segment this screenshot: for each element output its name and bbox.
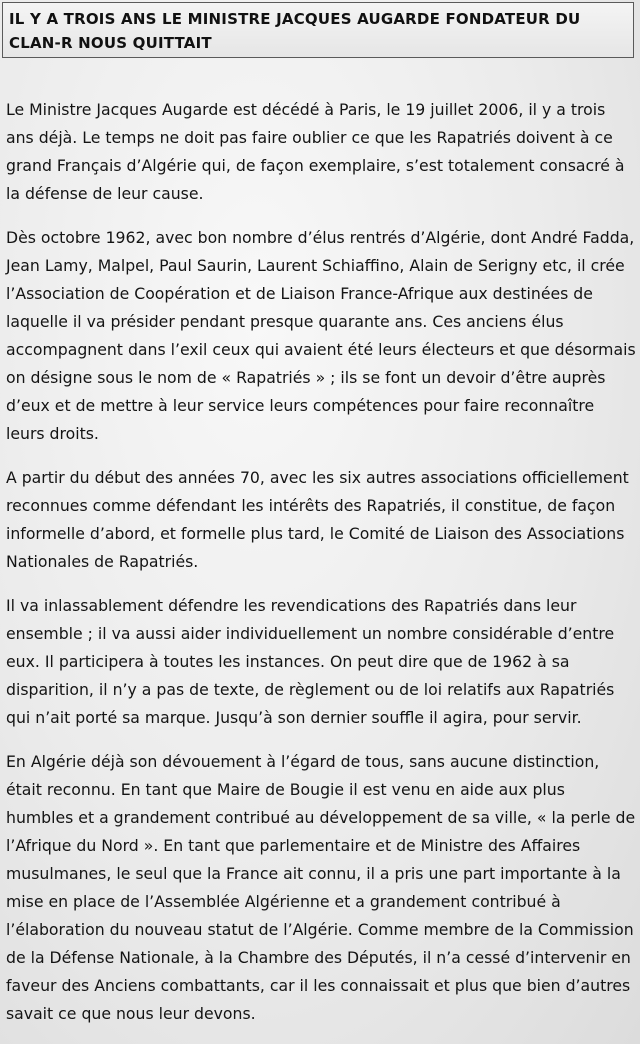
article-body <box>6 96 636 1044</box>
article-title: IL Y A TROIS ANS LE MINISTRE JACQUES AUGARDE FONDATEUR DU CLAN-R NOUS QUITTAIT <box>9 10 581 52</box>
article-paragraph-5: En Algérie déjà son dévouement à l’égard de tous, sans aucune distinction, était reconnu. En tant que Maire de Bougie il est venu en aide aux plus humbles et a grandement contribué au développement de sa ville, « la perle de l’Afrique du Nord ». En tant que parlementaire et de Ministre des Affaires musulmanes, le seul que la France ait connu, il a pris une part importante à la mise en place de l’Assemblée Algérienne et a grandement contribué à l’élaboration du nouveau statut de l’Algérie. Comme membre de la Commission de la Défense Nationale, à la Chambre des Députés, il n’a cessé d’intervenir en faveur des Anciens combattants, car il les connaissait et plus que bien d’autres savait ce que nous leur devons. <box>6 752 636 1023</box>
article-paragraph-4: Il va inlassablement défendre les revendications des Rapatriés dans leur ensemble ; il va aussi aider individuellement un nombre considérable d’entre eux. Il participera à toutes les instances. On peut dire que de 1962 à sa disparition, il n’y a pas de texte, de règlement ou de loi relatifs aux Rapatriés qui n’ait porté sa marque. Jusqu’à son dernier souffle il agira, pour servir. <box>6 596 615 727</box>
article-paragraph-2: Dès octobre 1962, avec bon nombre d’élus rentrés d’Algérie, dont André Fadda, Jean Lamy, Malpel, Paul Saurin, Laurent Schiaffino, Alain de Serigny etc, il crée l’Association de Coopération et de Liaison France-Afrique aux destinées de laquelle il va présider pendant presque quarante ans. Ces anciens élus accompagnent dans l’exil ceux qui avaient été leurs électeurs et que désormais on désigne sous le nom de « Rapatriés » ; ils se font un devoir d’être auprès d’eux et de mettre à leur service leurs compétences pour faire reconnaître leurs droits. <box>6 228 636 443</box>
article-paragraph-3: A partir du début des années 70, avec les six autres associations officiellement reconnues comme défendant les intérêts des Rapatriés, il constitue, de façon informelle d’abord, et formelle plus tard, le Comité de Liaison des Associations Nationales de Rapatriés. <box>6 468 629 571</box>
article-paragraph-1: Le Ministre Jacques Augarde est décédé à Paris, le 19 juillet 2006, il y a trois ans déjà. Le temps ne doit pas faire oublier ce que les Rapatriés doivent à ce grand Français d’Algérie qui, de façon exemplaire, s’est totalement consacré à la défense de leur cause. <box>6 100 625 203</box>
article-title-box <box>2 2 634 58</box>
